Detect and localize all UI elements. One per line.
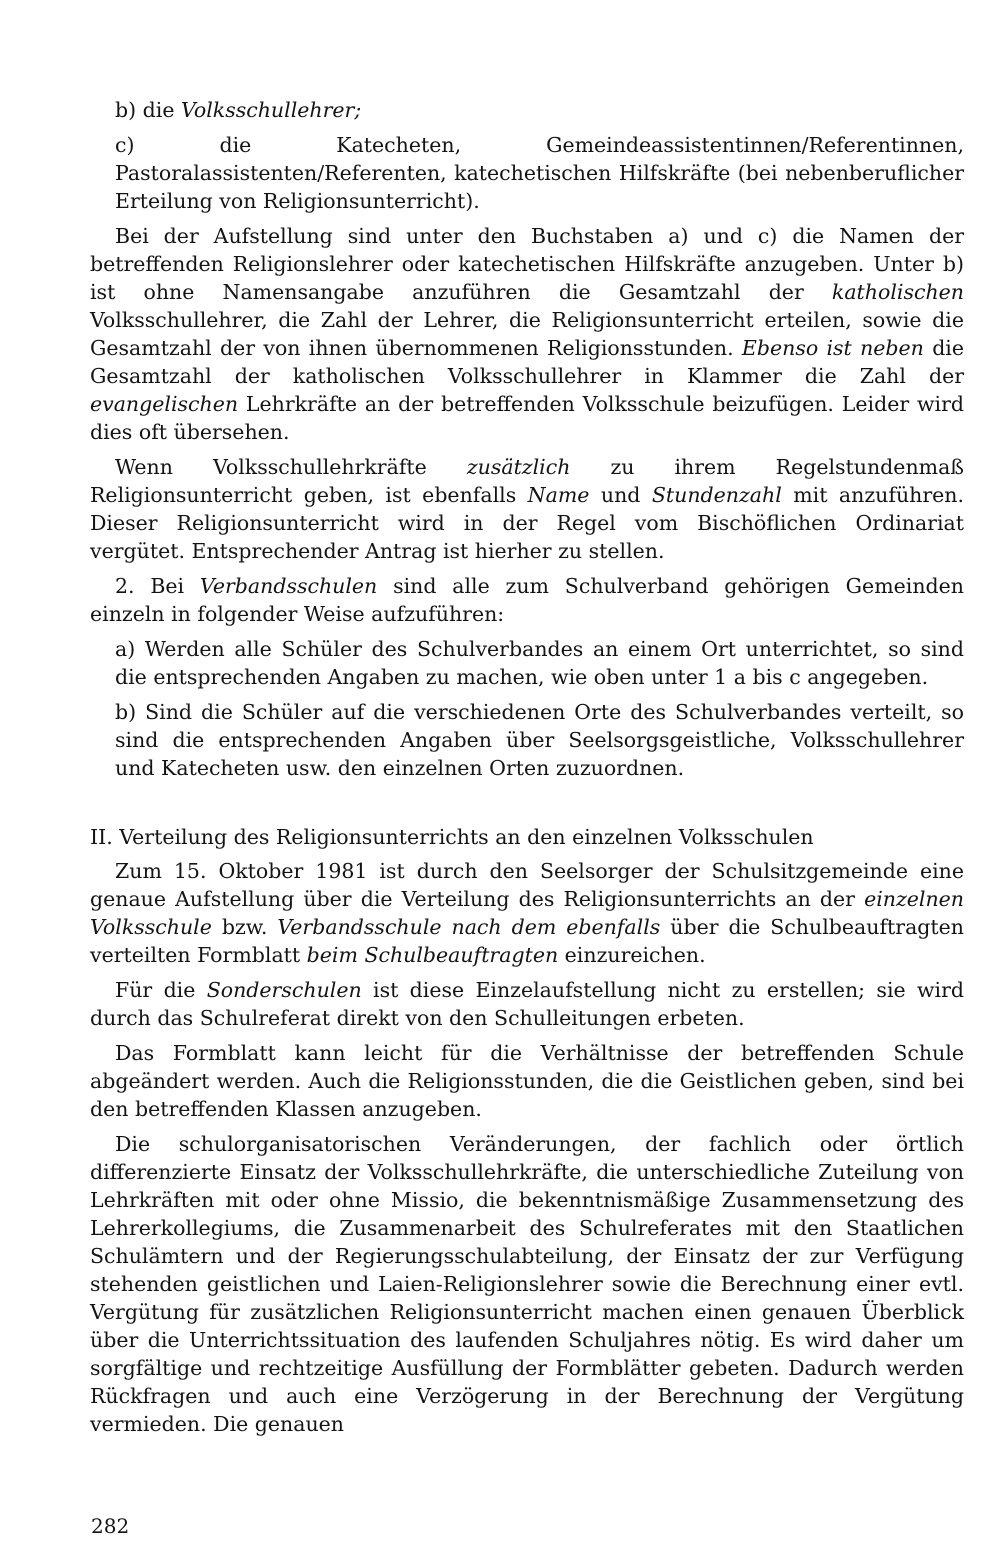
text-run: Wenn Volksschullehrkräfte: [115, 455, 467, 479]
text-run: sind alle zum Schulverband gehörigen Gemeinden einzeln in folgender Weise aufzuführen:: [90, 574, 964, 626]
italic-run: Verbandsschulen: [199, 574, 378, 598]
text-run: Volksschullehrer, die Zahl der Lehrer, die Religionsunterricht erteilen, sowie die Gesamtzahl der von ihnen übernommenen Religionsstunden.: [90, 308, 964, 360]
italic-run: Stundenzahl: [651, 483, 782, 507]
text-run: b) die: [115, 98, 181, 122]
list-item-2b: b) Sind die Schüler auf die verschiedenen Orte des Schulverbandes verteilt, so sind die entsprechenden Angaben über Seelsorgsgeistliche, Volksschullehrer und Katecheten usw. den einzelnen Orten zuzuordnen.: [115, 700, 964, 780]
italic-run: Verbandsschule nach dem ebenfalls: [277, 915, 661, 939]
text-run: über die Schulbeauftragten verteilten Formblatt: [90, 915, 964, 967]
text-run: einzureichen.: [558, 943, 706, 967]
italic-run: Ebenso ist neben: [741, 336, 924, 360]
paragraph-veraenderungen: Die schulorganisatorischen Veränderungen, der fachlich oder örtlich differenzierte Einsatz der Volksschullehrkräfte, die unterschiedliche Zuteilung von Lehrkräften mit oder ohne Missio, die bekenntnismäßige Zusammensetzung des Lehrerkollegiums, die Zusammenarbeit des Schulreferates mit den Staatlichen Schulämtern und der Regierungsschulabteilung, der Einsatz der zur Verfügung stehenden geistlichen und Laien-Religionslehrer sowie die Berechnung einer evtl. Vergütung für zusätzlichen Religionsunterricht machen einen genauen Überblick über die Unterrichtssituation des laufenden Schuljahres nötig. Es wird daher um sorgfältige und rechtzeitige Ausfüllung der Formblätter gebeten. Dadurch werden Rückfragen und auch eine Verzögerung in der Berechnung der Vergütung vermieden. Die genauen: [90, 1132, 964, 1436]
text-run: Bei der Aufstellung sind unter den Buchstaben a) und c) die Namen der betreffenden Religionslehrer oder katechetischen Hilfskräfte anzugeben. Unter b) ist ohne Namensangabe anzuführen die Gesamtzahl der: [90, 224, 964, 304]
text-run: mit anzuführen. Dieser Religionsunterricht wird in der Regel vom Bischöflichen Ordinariat vergütet. Entsprechender Antrag ist hierher zu stellen.: [90, 483, 964, 563]
italic-run: einzelnen Volksschule: [90, 887, 964, 939]
text-run: die Gesamtzahl der katholischen Volksschullehrer in Klammer die Zahl der: [90, 336, 964, 388]
italic-run: katholischen: [831, 280, 964, 304]
text-run: Zum 15. Oktober 1981 ist durch den Seelsorger der Schulsitzgemeinde eine genaue Aufstellung über die Verteilung des Religionsunterrichts an der: [90, 859, 964, 911]
text-run: 2. Bei: [115, 574, 200, 598]
text-run: ist diese Einzelaufstellung nicht zu erstellen; sie wird durch das Schulreferat direkt von den Schulleitungen erbeten.: [90, 978, 964, 1030]
list-item-2a: a) Werden alle Schüler des Schulverbandes an einem Ort unterrichtet, so sind die entsprechenden Angaben zu machen, wie oben unter 1 a bis c angegeben.: [115, 637, 964, 689]
text-run: bzw.: [211, 915, 278, 939]
italic-run: Name: [527, 483, 590, 507]
paragraph-oktober: [90, 857, 964, 969]
italic-run: evangelischen: [90, 392, 239, 416]
paragraph-formblatt: Das Formblatt kann leicht für die Verhältnisse der betreffenden Schule abgeändert werden. Auch die Religionsstunden, die die Geistlichen geben, sind bei den betreffenden Klassen anzugeben.: [90, 1041, 964, 1121]
paragraph-sonderschulen: [90, 976, 964, 1032]
section-heading: II. Verteilung des Religionsunterrichts an den einzelnen Volksschulen: [90, 825, 814, 849]
paragraph-zusaetzlich: [90, 453, 964, 565]
text-run: Lehrkräfte an der betreffenden Volksschule beizufügen. Leider wird dies oft übersehen.: [90, 392, 964, 444]
italic-run: Sonderschulen: [206, 978, 362, 1002]
paragraph-verbandsschulen: [90, 572, 964, 628]
paragraph-aufstellung: [90, 222, 964, 446]
list-item-c: c) die Katecheten, Gemeindeassistentinnen/Referentinnen, Pastoralassistenten/Referenten, katechetischen Hilfskräfte (bei nebenberuflicher Erteilung von Religionsunterricht).: [115, 133, 964, 213]
text-run: Für die: [115, 978, 207, 1002]
italic-run: beim Schulbeauftragten: [306, 943, 559, 967]
text-run: und: [589, 483, 652, 507]
list-item-b: [115, 96, 964, 124]
document-body: [90, 96, 964, 1445]
italic-run: zusätzlich: [466, 455, 571, 479]
text-run: zu ihrem Regelstundenmaß Religionsunterricht geben, ist ebenfalls: [90, 455, 964, 507]
page-number: 282: [91, 1514, 130, 1538]
italic-run: Volksschullehrer;: [180, 98, 362, 122]
